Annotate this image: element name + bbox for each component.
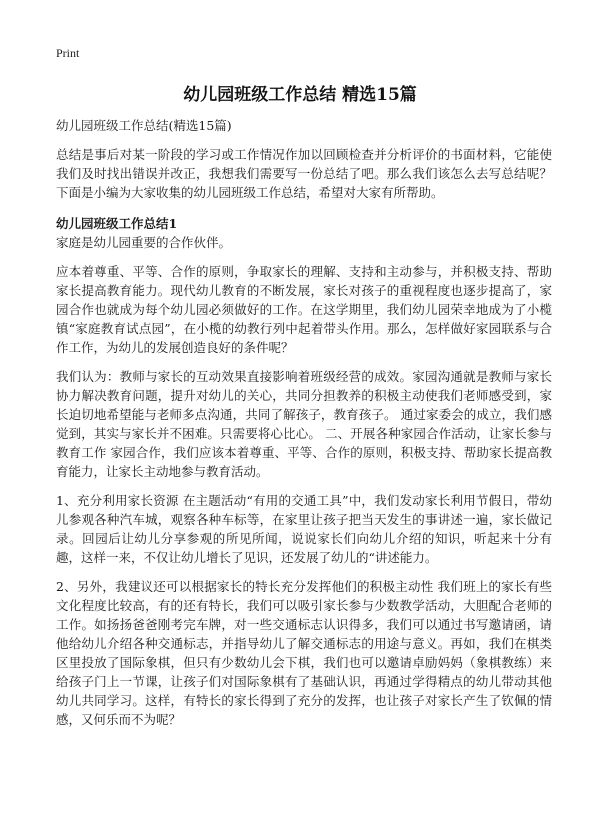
body-paragraph: 1、充分利用家长资源 在主题活动“有用的交通工具”中，我们发动家长利用节假日，带幼儿参观各种汽车城，观察各种车标等，在家里让孩子把当天发生的事讲述一遍，家长做记录。回园后让幼儿分享参观的所见所闻，说说家长们向幼儿介绍的知识，听起来十分有趣，这样一来，不仅让幼儿增长了见识，还发展了幼儿的“讲述能力。 [56, 493, 552, 565]
intro-paragraph: 总结是事后对某一阶段的学习或工作情况作加以回顾检查并分析评价的书面材料，它能使我们及时找出错误并改正，我想我们需要写一份总结了吧。那么我们该怎么去写总结呢？下面是小编为大家收集的幼儿园班级工作总结，希望对大家有所帮助。 [56, 147, 552, 200]
body-paragraph: 我们认为：教师与家长的互动效果直接影响着班级经营的成效。家园沟通就是教师与家长协力解决教育问题，提升对幼儿的关心，共同分担教养的积极主动使我们老师感受到，家长迫切地希望能与老师多点沟通，共同了解孩子，教育孩子。 通过家委会的成立，我们感觉到，其实与家长并不困难。只需要将心比心。 二、开展各种家园合作活动，让家长参与教育工作 家园合作，我们应该本着尊重、平等、合作的原则，积极支持、帮助家长提高教育能力，让家长主动地参与教育活动。 [56, 369, 552, 479]
print-link[interactable]: Print [56, 46, 80, 60]
body-paragraph: 2、另外，我建议还可以根据家长的特长充分发挥他们的积极主动性 我们班上的家长有些文化程度比较高，有的还有特长，我们可以吸引家长参与少数教学活动，大胆配合老师的工作。如扬扬爸爸刚考完车牌，对一些交通标志认识得多，我们可以通过书写邀请函，请他给幼儿介绍各种交通标志，并指导幼儿了解交通标志的用途与意义。再如，我们在棋类区里投放了国际象棋，但只有少数幼儿会下棋，我们也可以邀请卓励妈妈（象棋教练）来给孩子门上一节课，让孩子们对国际象棋有了基础认识，再通过学得精点的幼儿带动其他幼儿共同学习。这样，有特长的家长得到了充分的发挥，也让孩子对家长产生了钦佩的情感，又何乐而不为呢？ [56, 579, 552, 727]
section-heading: 幼儿园班级工作总结1 [56, 216, 178, 231]
document-body [56, 116, 552, 739]
body-paragraph: 应本着尊重、平等、合作的原则，争取家长的理解、支持和主动参与，并积极支持、帮助家长提高教育能力。现代幼儿教育的不断发展，家长对孩子的重视程度也逐步提高了，家园合作也就成为每个幼儿园必须做好的工作。在这学期里，我们幼儿园荣幸地成为了小榄镇“家庭教育试点园”，在小榄的幼教行列中起着带头作用。那么，怎样做好家园联系与合作工作，为幼儿的发展创造良好的条件呢？ [56, 264, 552, 355]
document-title: 幼儿园班级工作总结 精选15篇 [183, 85, 417, 105]
document-subtitle: 幼儿园班级工作总结(精选15篇) [56, 118, 232, 133]
body-paragraph: 家庭是幼儿园重要的合作伙伴。 [56, 235, 232, 250]
